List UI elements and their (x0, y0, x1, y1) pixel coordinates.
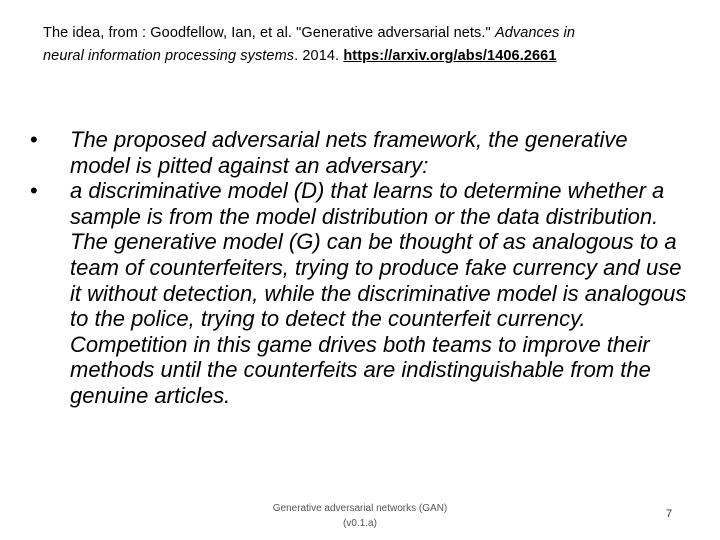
bullet-marker: • (30, 178, 38, 204)
bullet-marker: • (30, 127, 38, 152)
citation-text: The idea, from : Goodfellow, Ian, et al. "Generative adversarial nets." (43, 25, 491, 41)
bullet-text: a discriminative model (D) that learns to determine whether a sample is from the model distribution or the data distribution. The generative model (G) can be thought of as analogous to a team of counterfeiters, trying to produce fake currency and use it without detection, while the discriminative model is analogous to the police, trying to detect the counterfeit currency. Competition in this game drives both teams to improve their methods until the counterfeits are indistinguishable from the genuine articles. (70, 178, 687, 408)
bullet-list (30, 127, 690, 409)
slide-footer (255, 501, 465, 531)
bullet-text: The proposed adversarial nets framework, the generative model is pitted against an adversary: (70, 127, 628, 178)
footer-version: (v0.1.a) (343, 518, 377, 529)
citation-header (43, 22, 693, 68)
arxiv-link[interactable]: https://arxiv.org/abs/1406.2661 (343, 48, 557, 64)
citation-journal: Advances in (494, 25, 576, 41)
page-number: 7 (666, 508, 673, 520)
citation-year: . 2014. (294, 48, 340, 64)
bullet-item-1 (30, 127, 690, 178)
citation-journal-continued: neural information processing systems (43, 48, 295, 64)
footer-title: Generative adversarial networks (GAN) (272, 503, 448, 514)
bullet-item-2 (30, 178, 690, 408)
